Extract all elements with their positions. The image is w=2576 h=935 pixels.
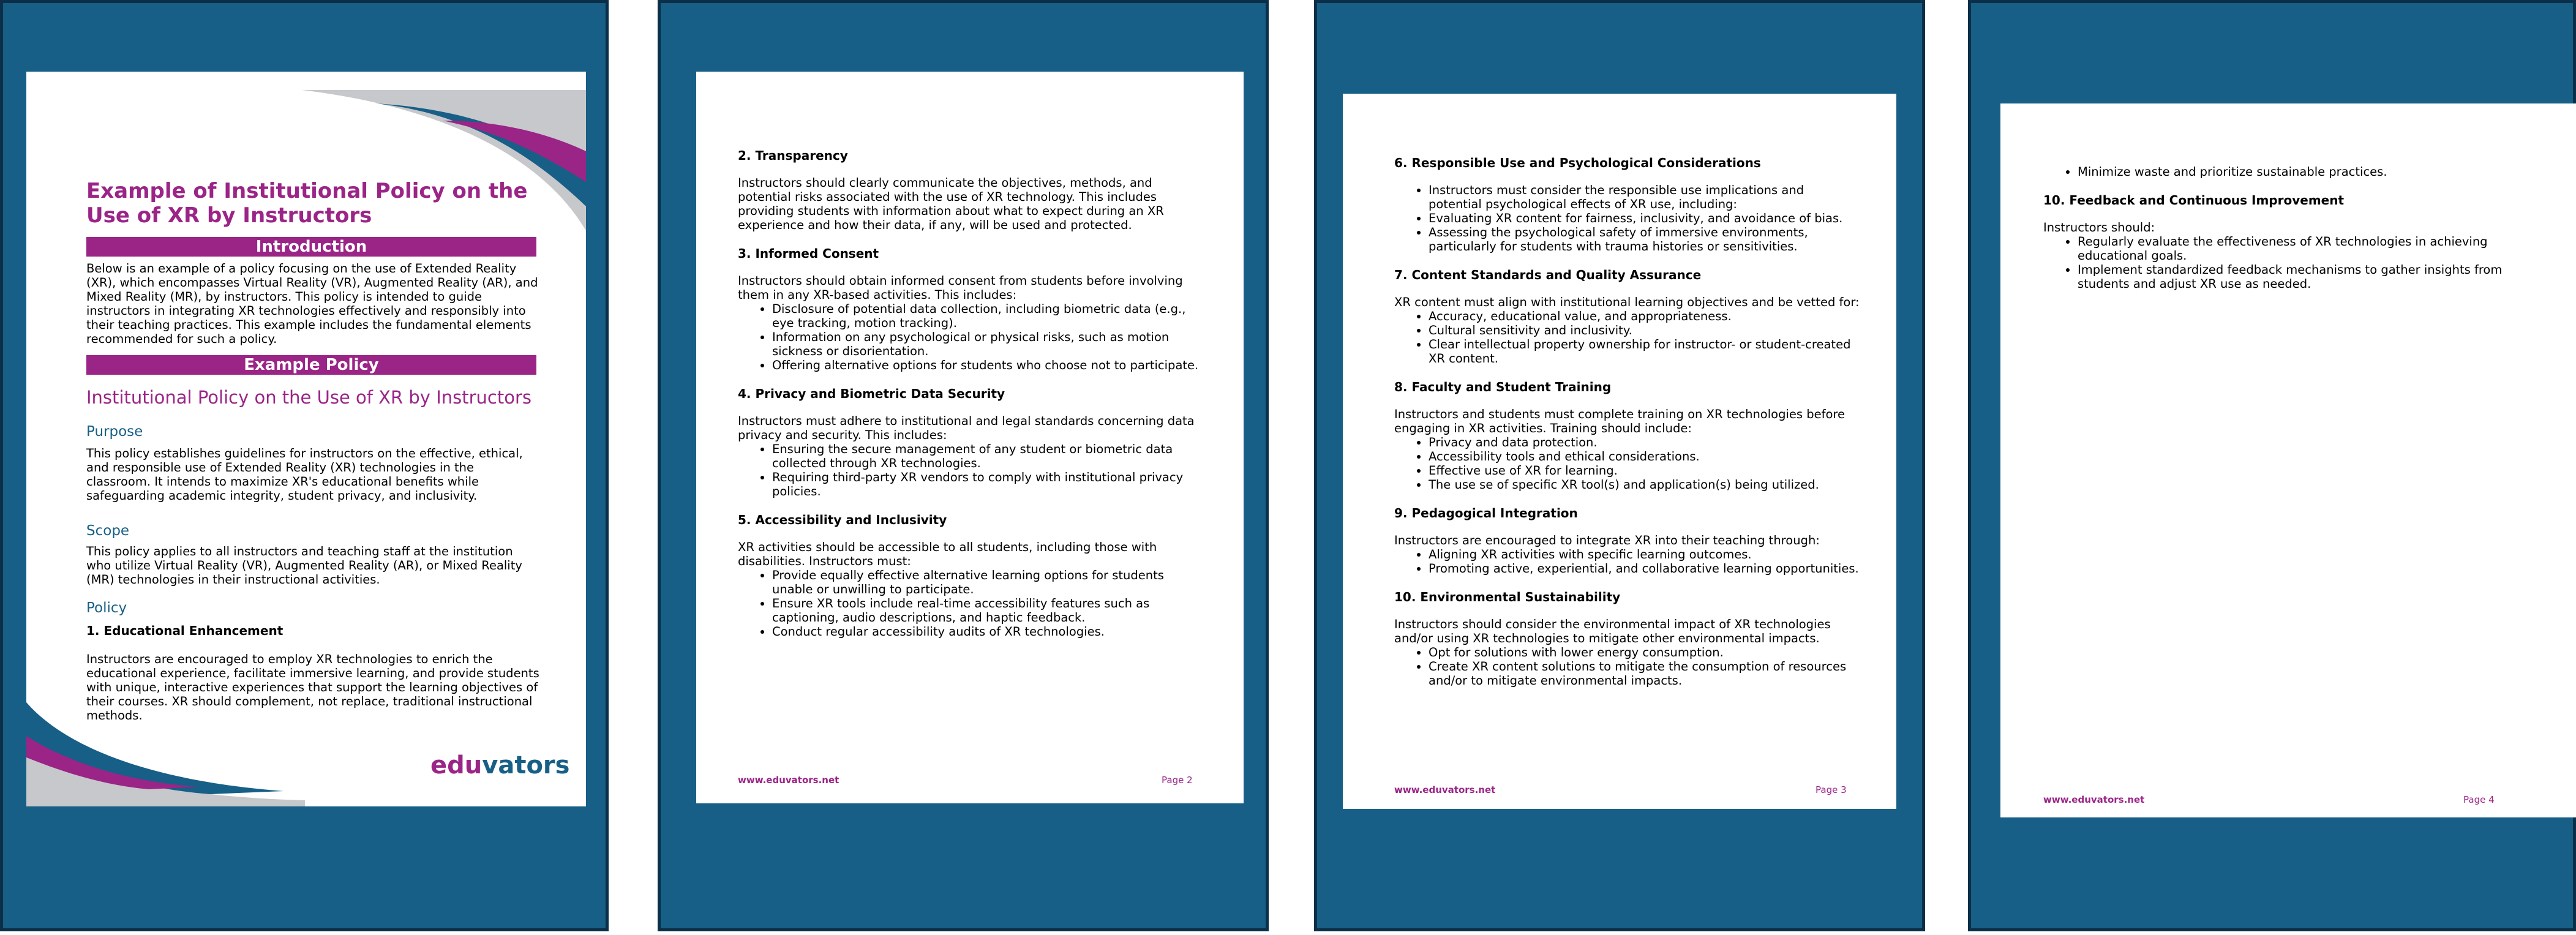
swoosh-decoration-bottom [26, 684, 308, 806]
document-page-3 [1343, 94, 1896, 809]
document-page-2 [696, 72, 1244, 803]
page-number: Page 3 [1816, 784, 1847, 795]
page-number: Page 4 [2463, 794, 2495, 805]
footer-url[interactable]: www.eduvators.net [1394, 784, 1496, 795]
section-8-heading: 8. Faculty and Student Training [1394, 380, 1612, 394]
policy-title: Institutional Policy on the Use of XR by Instructors [86, 387, 531, 408]
feedback-section-list [2043, 235, 2521, 291]
section-4-text: Instructors must adhere to institutional and legal standards concerning data privacy and security. This includes: [738, 414, 1195, 442]
list-item: • Clear intellectual property ownership for instructor- or student-created XR content. [1429, 337, 1860, 366]
section-9-list [1394, 547, 1860, 576]
document-title: Example of Institutional Policy on the Use of XR by Instructors [86, 179, 528, 228]
page-panel-1 [0, 0, 609, 931]
list-item: • Ensure XR tools include real-time accessibility features such as captioning, audio descriptions, and haptic feedback. [772, 596, 1203, 625]
continued-list [2043, 165, 2521, 179]
section-10-text: Instructors should consider the environmental impact of XR technologies and/or using XR technologies to mitigate other environmental impacts. [1394, 617, 1831, 645]
list-item: • Offering alternative options for students who choose not to participate. [772, 358, 1203, 372]
page-panel-4 [1968, 0, 2576, 931]
feedback-section-text: Instructors should: [2043, 220, 2155, 235]
section-8-text: Instructors and students must complete training on XR technologies before engaging in XR activities. Training should include: [1394, 407, 1845, 435]
list-item: • Information on any psychological or physical risks, such as motion sickness or disorientation. [772, 330, 1203, 358]
list-item: • Aligning XR activities with specific learning outcomes. [1429, 547, 1860, 561]
scope-heading: Scope [86, 523, 130, 539]
eduvators-logo: eduvators [430, 751, 570, 779]
page-panel-2 [658, 0, 1269, 931]
policy-heading: Policy [86, 600, 127, 616]
section-7-heading: 7. Content Standards and Quality Assurance [1394, 268, 1702, 282]
section-9-heading: 9. Pedagogical Integration [1394, 506, 1578, 520]
list-item: • Evaluating XR content for fairness, inclusivity, and avoidance of bias. [1429, 211, 1860, 225]
footer-url[interactable]: www.eduvators.net [2043, 794, 2145, 805]
list-item: • Accessibility tools and ethical considerations. [1429, 449, 1860, 464]
list-item: • Instructors must consider the responsible use implications and potential psychological effects of XR use, including: [1429, 183, 1860, 211]
section-3-heading: 3. Informed Consent [738, 246, 879, 261]
section-4-heading: 4. Privacy and Biometric Data Security [738, 386, 1005, 401]
section-6-heading: 6. Responsible Use and Psychological Considerations [1394, 156, 1761, 170]
section-5-list [738, 568, 1203, 639]
list-item: • Requiring third-party XR vendors to comply with institutional privacy policies. [772, 470, 1203, 498]
section-2-heading: 2. Transparency [738, 148, 848, 163]
section-4-list [738, 442, 1203, 498]
list-item: • Privacy and data protection. [1429, 435, 1860, 449]
purpose-heading: Purpose [86, 424, 143, 440]
section-10-list [1394, 645, 1860, 688]
section-3-text: Instructors should obtain informed consent from students before involving them in any XR-based activities. This includes: [738, 274, 1183, 302]
list-item: • Cultural sensitivity and inclusivity. [1429, 323, 1860, 337]
section-3-list [738, 302, 1203, 372]
list-item: • The use se of specific XR tool(s) and application(s) being utilized. [1429, 478, 1860, 492]
list-item: • Effective use of XR for learning. [1429, 464, 1860, 478]
list-item: • Provide equally effective alternative learning options for students unable or unwilling to participate. [772, 568, 1203, 596]
list-item: • Minimize waste and prioritize sustainable practices. [2078, 165, 2521, 179]
section-8-list [1394, 435, 1860, 492]
footer-url[interactable]: www.eduvators.net [738, 775, 839, 786]
list-item: • Implement standardized feedback mechanisms to gather insights from students and adjust XR use as needed. [2078, 263, 2521, 291]
section-10-heading: 10. Environmental Sustainability [1394, 590, 1621, 604]
page-panel-3 [1314, 0, 1925, 931]
section-5-heading: 5. Accessibility and Inclusivity [738, 513, 947, 527]
feedback-section-heading: 10. Feedback and Continuous Improvement [2043, 193, 2345, 208]
list-item: • Accuracy, educational value, and appropriateness. [1429, 309, 1860, 323]
scope-text: This policy applies to all instructors and teaching staff at the institution who utilize Virtual Reality (VR), Augmented Reality (AR), or Mixed Reality (MR) technologies in their instructional activities. [86, 544, 522, 587]
section-6-list [1394, 183, 1860, 253]
section-5-text: XR activities should be accessible to all students, including those with disabilities. Instructors must: [738, 540, 1157, 568]
section-7-text: XR content must align with institutional learning objectives and be vetted for: [1394, 295, 1860, 309]
section-1-text: Instructors are encouraged to employ XR technologies to enrich the educational experience, facilitate immersive learning, and provide students with unique, interactive experiences that support the learning objectives of their courses. XR should complement, not replace, traditional instructional methods. [86, 652, 539, 723]
example-policy-banner: Example Policy [86, 355, 536, 375]
introduction-banner: Introduction [86, 237, 536, 257]
document-page-4 [2000, 103, 2576, 817]
list-item: • Assessing the psychological safety of immersive environments, particularly for students with trauma histories or sensitivities. [1429, 225, 1860, 253]
list-item: • Create XR content solutions to mitigate the consumption of resources and/or to mitigate environmental impacts. [1429, 659, 1860, 688]
list-item: • Disclosure of potential data collection, including biometric data (e.g., eye tracking, motion tracking). [772, 302, 1203, 330]
introduction-text: Below is an example of a policy focusing on the use of Extended Reality (XR), which encompasses Virtual Reality (VR), Augmented Reality (AR), and Mixed Reality (MR), by instructors. This policy is intended to guide instructors in integrating XR technologies effectively and responsibly into their teaching practices. This example includes the fundamental elements recommended for such a policy. [86, 261, 538, 346]
list-item: • Promoting active, experiential, and collaborative learning opportunities. [1429, 561, 1860, 576]
section-2-text: Instructors should clearly communicate the objectives, methods, and potential risks associated with the use of XR technology. This includes providing students with information about what to expect during an XR experience and how their data, if any, will be used and protected. [738, 176, 1164, 232]
list-item: • Opt for solutions with lower energy consumption. [1429, 645, 1860, 659]
section-7-list [1394, 309, 1860, 366]
purpose-text: This policy establishes guidelines for instructors on the effective, ethical, and responsible use of Extended Reality (XR) technologies in the classroom. It intends to maximize XR's educational benefits while safeguarding academic integrity, student privacy, and inclusivity. [86, 446, 523, 503]
list-item: • Conduct regular accessibility audits of XR technologies. [772, 625, 1203, 639]
section-1-heading: 1. Educational Enhancement [86, 623, 284, 638]
section-9-text: Instructors are encouraged to integrate XR into their teaching through: [1394, 533, 1820, 547]
list-item: • Regularly evaluate the effectiveness of XR technologies in achieving educational goals. [2078, 235, 2521, 263]
list-item: • Ensuring the secure management of any student or biometric data collected through XR technologies. [772, 442, 1203, 470]
document-page-1 [26, 72, 586, 806]
page-number: Page 2 [1162, 775, 1193, 786]
